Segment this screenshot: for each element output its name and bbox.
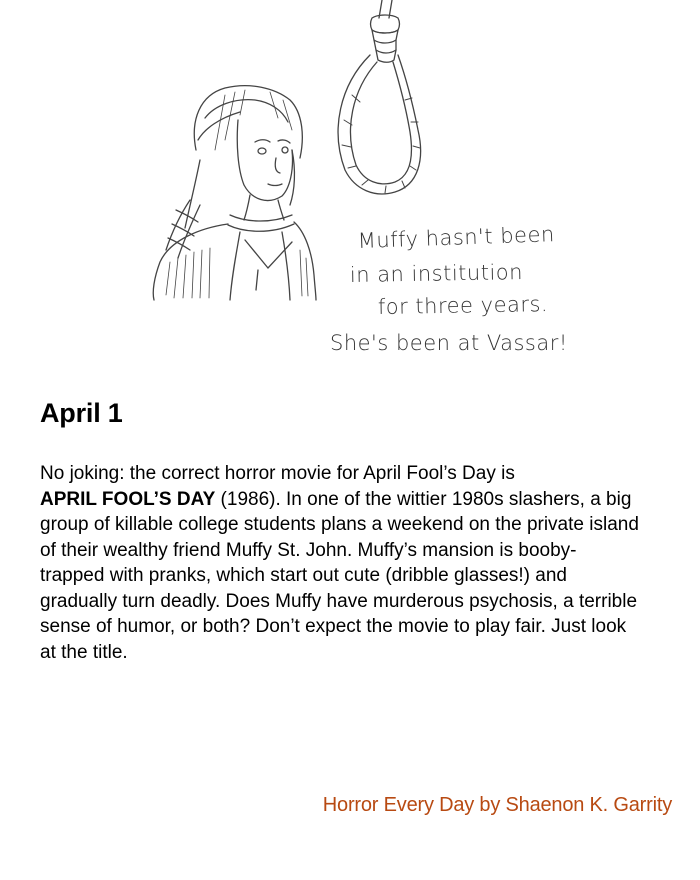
- movie-title: APRIL FOOL’S DAY: [40, 488, 216, 510]
- speech-line-1: Muffy hasn't been: [357, 222, 556, 253]
- girl-drawing: [153, 86, 316, 300]
- entry-text-intro: No joking: the correct horror movie for April Fool’s Day is: [40, 463, 515, 484]
- author-credit: Horror Every Day by Shaenon K. Garrity: [322, 794, 672, 816]
- entry-text-rest: (1986). In one of the wittier 1980s slashers, a big group of killable college students plans a weekend on the private island of their wealthy friend Muffy St. John. Muffy’s mansion is booby-trapped with pranks, which start out cute (dribble glasses!) and gradually turn deadly. Does Muffy have murderous psychosis, a terrible sense of humor, or both? Don’t expect the movie to play fair. Just look at the title.: [40, 488, 639, 663]
- speech-line-2: in an institution: [349, 259, 524, 287]
- speech-line-3: for three years.: [377, 292, 549, 319]
- entry-date-heading: April 1: [40, 398, 123, 428]
- entry-body-text: [40, 461, 640, 665]
- speech-line-4: She's been at Vassar!: [330, 331, 568, 355]
- noose-drawing: [338, 0, 420, 194]
- speech-caption: [330, 222, 568, 355]
- comic-illustration: [0, 0, 700, 380]
